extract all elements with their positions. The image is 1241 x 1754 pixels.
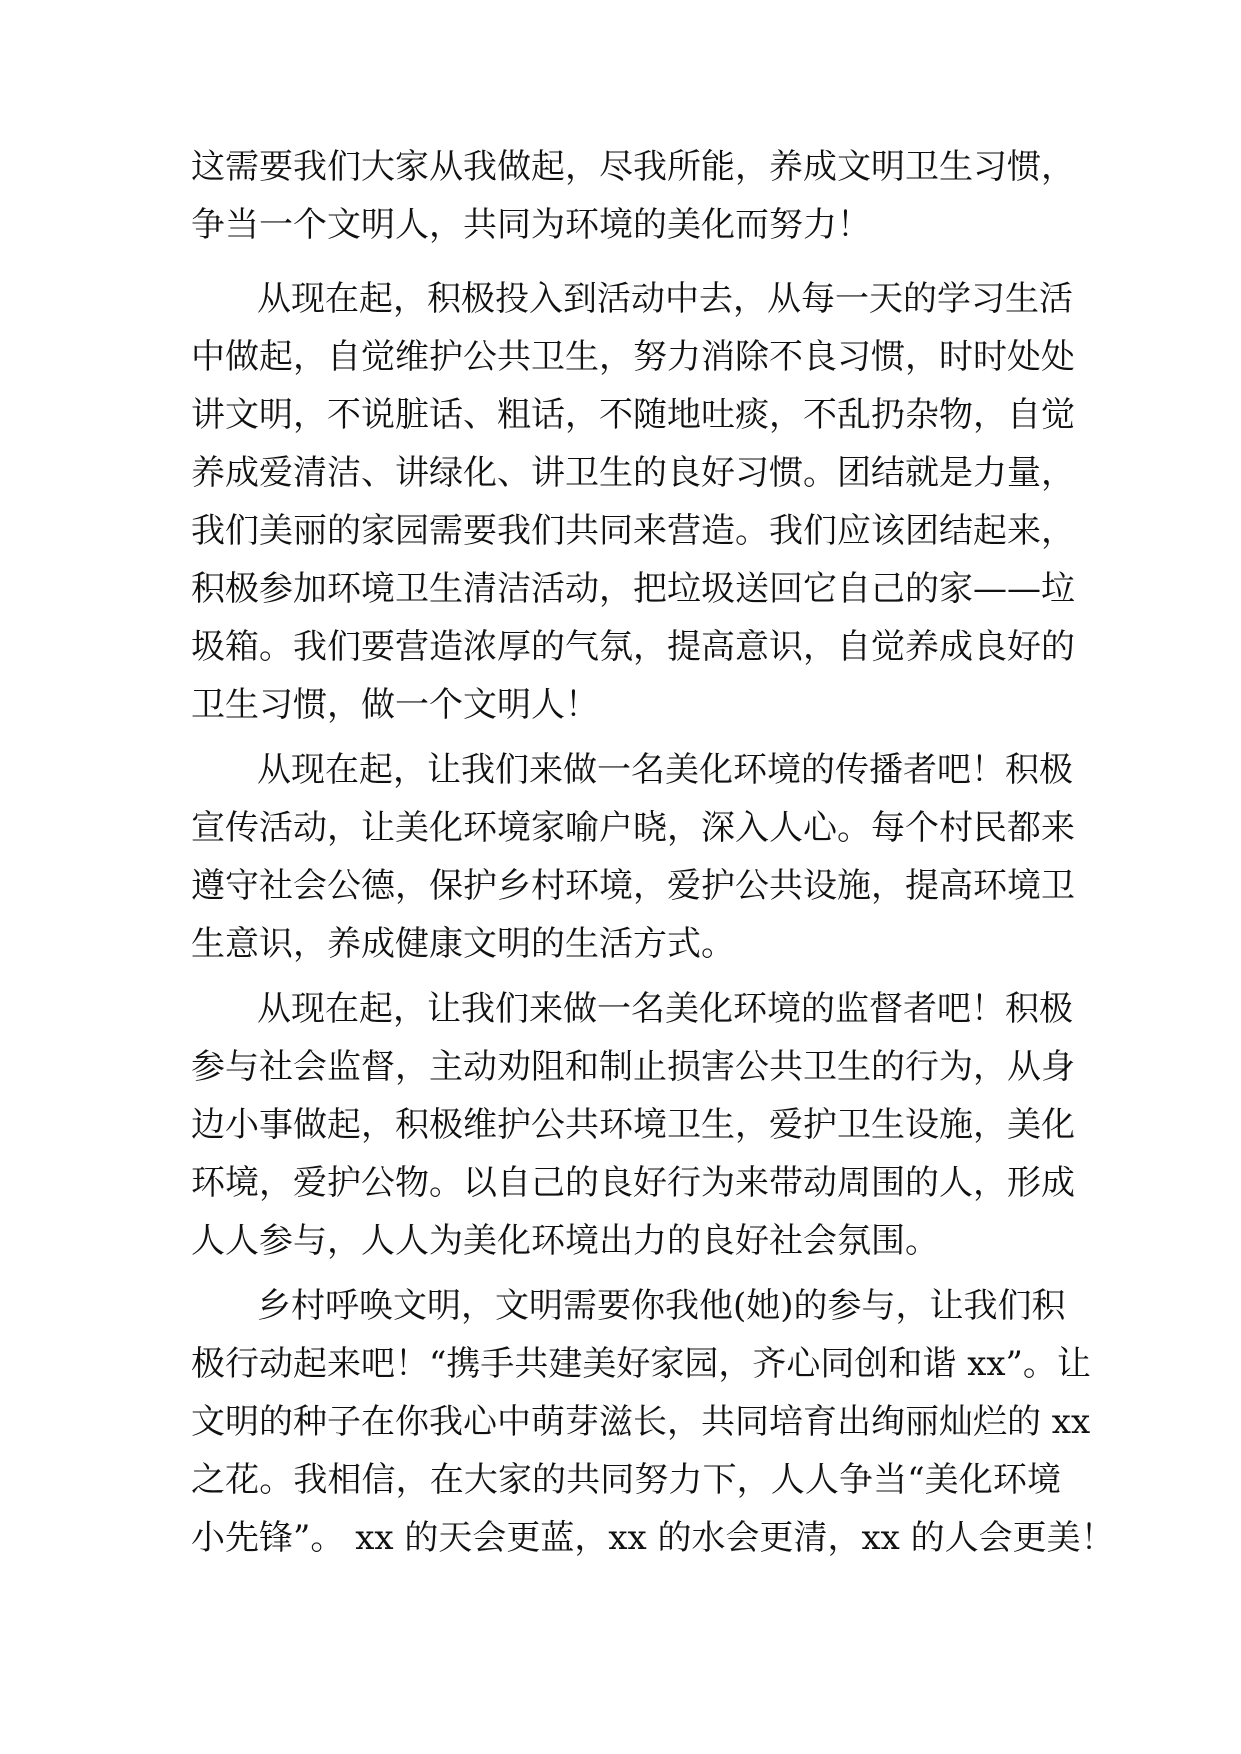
text-line: 边小事做起，积极维护公共环境卫生，爱护卫生设施，美化 — [191, 1105, 1075, 1145]
text-line: 极行动起来吧！“携手共建美好家园，齐心同创和谐 xx”。让 — [191, 1344, 1091, 1384]
text-line: 积极参加环境卫生清洁活动，把垃圾送回它自己的家——垃 — [191, 569, 1075, 609]
text-line: 这需要我们大家从我做起，尽我所能，养成文明卫生习惯， — [191, 147, 1075, 187]
text-line: 中做起，自觉维护公共卫生，努力消除不良习惯，时时处处 — [191, 337, 1075, 377]
text-line: 争当一个文明人，共同为环境的美化而努力！ — [191, 205, 871, 245]
text-line: 宣传活动，让美化环境家喻户晓，深入人心。每个村民都来 — [191, 808, 1075, 848]
text-line: 卫生习惯，做一个文明人！ — [191, 685, 599, 725]
text-line: 文明的种子在你我心中萌芽滋长，共同培育出绚丽灿烂的 xx — [191, 1402, 1091, 1442]
text-line: 环境，爱护公物。以自己的良好行为来带动周围的人，形成 — [191, 1163, 1075, 1203]
text-line: 乡村呼唤文明，文明需要你我他(她)的参与，让我们积 — [257, 1286, 1066, 1326]
text-line: 生意识，养成健康文明的生活方式。 — [191, 924, 735, 964]
text-line: 讲文明，不说脏话、粗话，不随地吐痰，不乱扔杂物，自觉 — [191, 395, 1075, 435]
text-line: 从现在起，让我们来做一名美化环境的监督者吧！积极 — [257, 989, 1073, 1029]
text-line: 参与社会监督，主动劝阻和制止损害公共卫生的行为，从身 — [191, 1047, 1075, 1087]
text-line: 养成爱清洁、讲绿化、讲卫生的良好习惯。团结就是力量， — [191, 453, 1075, 493]
text-line: 从现在起，积极投入到活动中去，从每一天的学习生活 — [257, 279, 1073, 319]
text-line: 遵守社会公德，保护乡村环境，爱护公共设施，提高环境卫 — [191, 866, 1075, 906]
text-line: 之花。我相信，在大家的共同努力下，人人争当“美化环境 — [191, 1460, 1061, 1500]
text-line: 人人参与，人人为美化环境出力的良好社会氛围。 — [191, 1221, 939, 1261]
text-line: 小先锋”。 xx 的天会更蓝，xx 的水会更清，xx 的人会更美！ — [191, 1518, 1115, 1558]
text-line: 我们美丽的家园需要我们共同来营造。我们应该团结起来， — [191, 511, 1075, 551]
text-line: 从现在起，让我们来做一名美化环境的传播者吧！积极 — [257, 750, 1073, 790]
text-line: 圾箱。我们要营造浓厚的气氛，提高意识，自觉养成良好的 — [191, 627, 1075, 667]
